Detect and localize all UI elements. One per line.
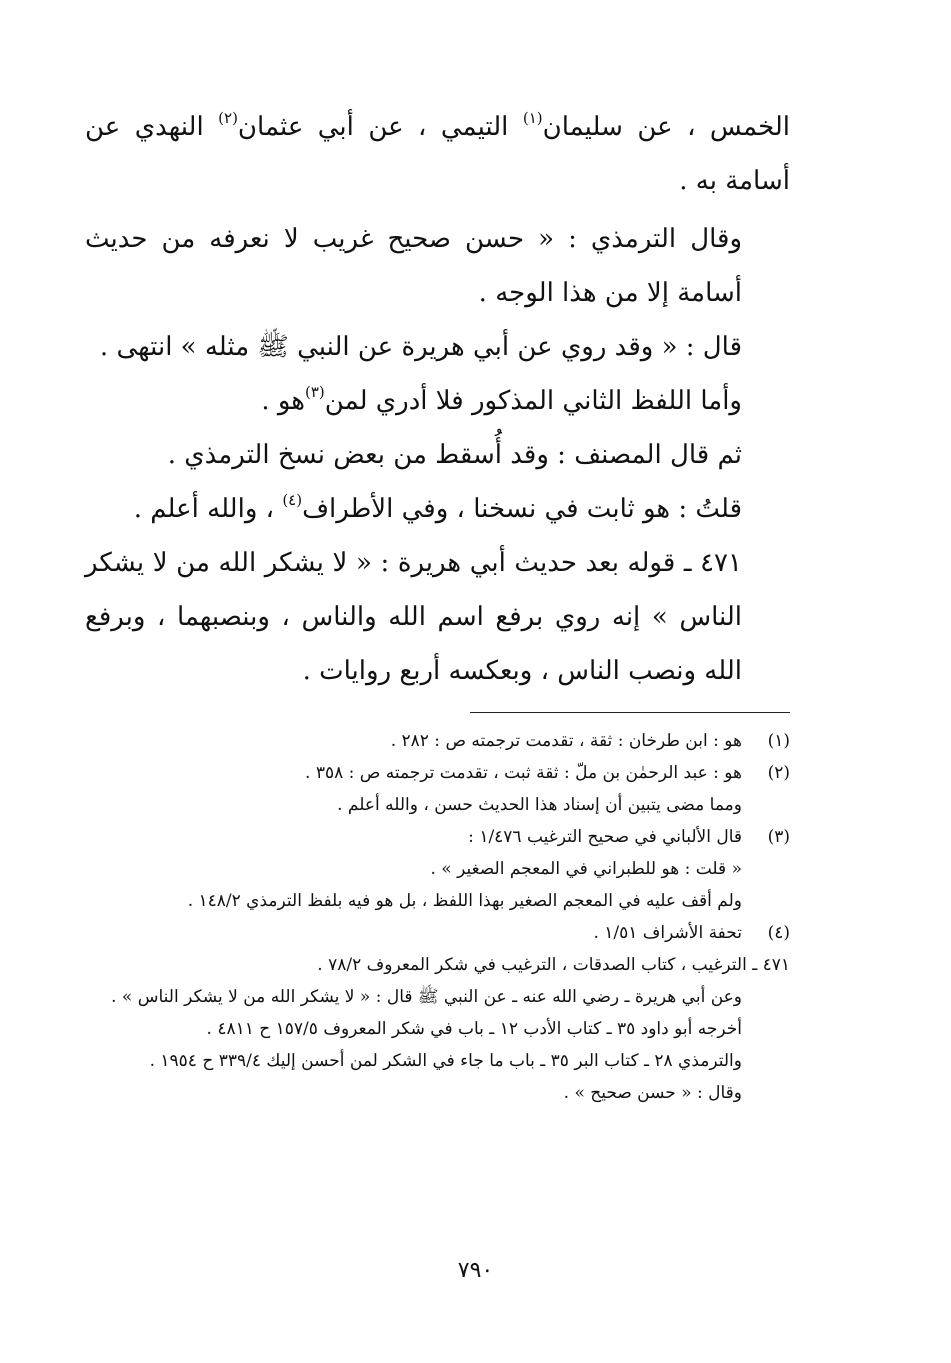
footnote-471-tirmidhi: والترمذي ٢٨ ـ كتاب البر ٣٥ ـ باب ما جاء في الشكر لمن أحسن إليك ٣٣٩/٤ ح ١٩٥٤ .	[149, 1051, 742, 1071]
page-content	[85, 100, 790, 1109]
footnote-3-quote: « قلت : هو للطبراني في المعجم الصغير » .	[430, 859, 742, 879]
text-run: وأما اللفظ الثاني المذكور فلا أدري لمن	[324, 386, 742, 416]
footnote-ref-2[interactable]: (٢)	[218, 109, 238, 127]
footnote-text: تحفة الأشراف ١/٥١ .	[593, 923, 742, 943]
main-text	[85, 100, 790, 698]
footnote-471-grading: وقال : « حسن صحيح » .	[563, 1083, 742, 1103]
footnote-number: (٤)	[767, 923, 790, 943]
footnote-3	[85, 821, 790, 853]
footnote-471-abu-dawud: أخرجه أبو داود ٣٥ ـ كتاب الأدب ١٢ ـ باب في شكر المعروف ١٥٧/٥ ح ٤٨١١ .	[206, 1019, 742, 1039]
footnote-number: (٣)	[767, 827, 790, 847]
text-run: الخمس ، عن سليمان	[542, 112, 790, 142]
footnote-3-continuation: ولم أقف عليه في المعجم الصغير بهذا اللفظ ، بل هو فيه بلفظ الترمذي ١٤٨/٢ .	[187, 891, 742, 911]
paragraph-2: وقال الترمذي : « حسن صحيح غريب لا نعرفه من حديث أسامة إلا من هذا الوجه .	[85, 224, 742, 308]
page-number: ٧٩٠	[457, 1258, 494, 1283]
footnote-number: (١)	[767, 731, 790, 751]
paragraph-5: ثم قال المصنف : وقد أُسقط من بعض نسخ الترمذي .	[167, 440, 742, 470]
paragraph-1	[85, 100, 790, 208]
footnote-2-continuation: ومما مضى يتبين أن إسناد هذا الحديث حسن ، والله أعلم .	[337, 795, 742, 815]
text-run: التيمي ، عن أبي عثمان	[237, 112, 523, 142]
footnotes	[85, 725, 790, 1109]
paragraph-3: قال : « وقد روي عن أبي هريرة عن النبي ﷺ مثله » انتهى .	[99, 332, 742, 362]
footnote-separator	[470, 712, 790, 713]
text-run: ، والله أعلم .	[133, 494, 283, 524]
text-run: النهدي عن أسامة به .	[85, 112, 790, 196]
footnote-text: هو : ابن طرخان : ثقة ، تقدمت ترجمته ص : ٢٨٢ .	[390, 731, 742, 751]
footnote-text: قال الألباني في صحيح الترغيب ١/٤٧٦ :	[468, 827, 742, 847]
footnote-number: (٢)	[767, 763, 790, 783]
footnote-ref-4[interactable]: (٤)	[282, 491, 303, 509]
footnote-4	[85, 917, 790, 949]
footnote-ref-3[interactable]: (٣)	[305, 383, 325, 401]
text-run: هو .	[261, 386, 305, 416]
footnote-471: ٤٧١ ـ الترغيب ، كتاب الصدقات ، الترغيب في شكر المعروف ٧٨/٢ .	[317, 955, 790, 975]
footnote-ref-1[interactable]: (١)	[522, 109, 543, 127]
paragraph-4	[85, 374, 790, 428]
text-run: قلتُ : هو ثابت في نسخنا ، وفي الأطراف	[302, 494, 742, 524]
footnote-2	[85, 757, 790, 789]
footnote-471-hadith: وعن أبي هريرة ـ رضي الله عنه ـ عن النبي ﷺ قال : « لا يشكر الله من لا يشكر الناس » .	[111, 987, 742, 1007]
footnote-text: هو : عبد الرحمٰن بن ملّ : ثقة ثبت ، تقدمت ترجمته ص : ٣٥٨ .	[305, 763, 742, 783]
paragraph-7: ٤٧١ ـ قوله بعد حديث أبي هريرة : « لا يشكر الله من لا يشكر الناس » إنه روي برفع اسم الله والناس ، وبنصبهما ، وبرفع الله ونصب الناس ، وبعكسه أربع روايات .	[85, 548, 742, 686]
footnote-1	[85, 725, 790, 757]
paragraph-6	[85, 482, 790, 536]
